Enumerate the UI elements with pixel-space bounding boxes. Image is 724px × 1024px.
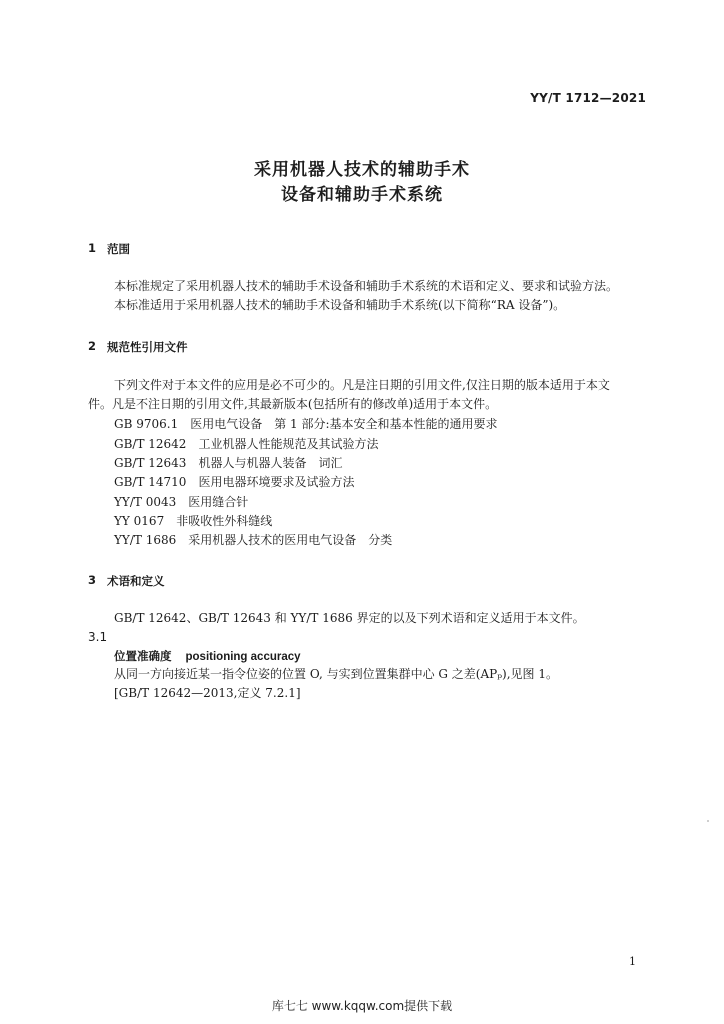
scan-speck (707, 820, 709, 822)
reference-item: GB/T 14710 医用电器环境要求及试验方法 (114, 475, 355, 489)
section-3-intro: GB/T 12642、GB/T 12643 和 YY/T 1686 界定的以及下列术语和定义适用于本文件。 (114, 611, 585, 625)
document-title-line1: 采用机器人技术的辅助手术 (254, 160, 470, 180)
section-2-intro: 下列文件对于本文件的应用是必不可少的。凡是注日期的引用文件,仅注日期的版本适用于本文 (114, 378, 610, 392)
section-3-number: 3 (88, 573, 97, 587)
section-1-title: 范围 (107, 242, 130, 256)
term-heading (114, 648, 301, 664)
page-number: 1 (629, 955, 636, 968)
section-2-intro: 件。凡是不注日期的引用文件,其最新版本(包括所有的修改单)适用于本文件。 (88, 397, 498, 411)
section-2-number: 2 (88, 339, 97, 353)
term-source: [GB/T 12642—2013,定义 7.2.1] (114, 686, 301, 700)
section-1-number: 1 (88, 241, 97, 255)
term-number: 3.1 (88, 630, 108, 644)
section-1-paragraph: 本标准规定了采用机器人技术的辅助手术设备和辅助手术系统的术语和定义、要求和试验方法。 (114, 279, 619, 293)
section-3-title: 术语和定义 (107, 574, 165, 588)
section-2-title: 规范性引用文件 (107, 340, 188, 354)
term-title-cn: 位置准确度 (114, 649, 172, 663)
reference-item: YY/T 0043 医用缝合针 (114, 495, 249, 509)
reference-item: YY 0167 非吸收性外科缝线 (114, 514, 273, 528)
document-title-line2: 设备和辅助手术系统 (281, 185, 443, 205)
reference-item: YY/T 1686 采用机器人技术的医用电气设备 分类 (114, 533, 393, 547)
term-title-en: positioning accuracy (185, 651, 301, 663)
reference-item: GB/T 12643 机器人与机器人装备 词汇 (114, 456, 343, 470)
reference-item: GB/T 12642 工业机器人性能规范及其试验方法 (114, 437, 379, 451)
term-definition: 从同一方向接近某一指令位姿的位置 O, 与实到位置集群中心 G 之差(APₚ),见图 1。 (114, 667, 558, 681)
section-1-paragraph: 本标准适用于采用机器人技术的辅助手术设备和辅助手术系统(以下简称“RA 设备”)。 (114, 298, 566, 312)
reference-item: GB 9706.1 医用电气设备 第 1 部分:基本安全和基本性能的通用要求 (114, 417, 498, 431)
footer-watermark: 库七七 www.kqqw.com提供下载 (271, 999, 453, 1013)
standard-code: YY/T 1712—2021 (530, 91, 646, 105)
